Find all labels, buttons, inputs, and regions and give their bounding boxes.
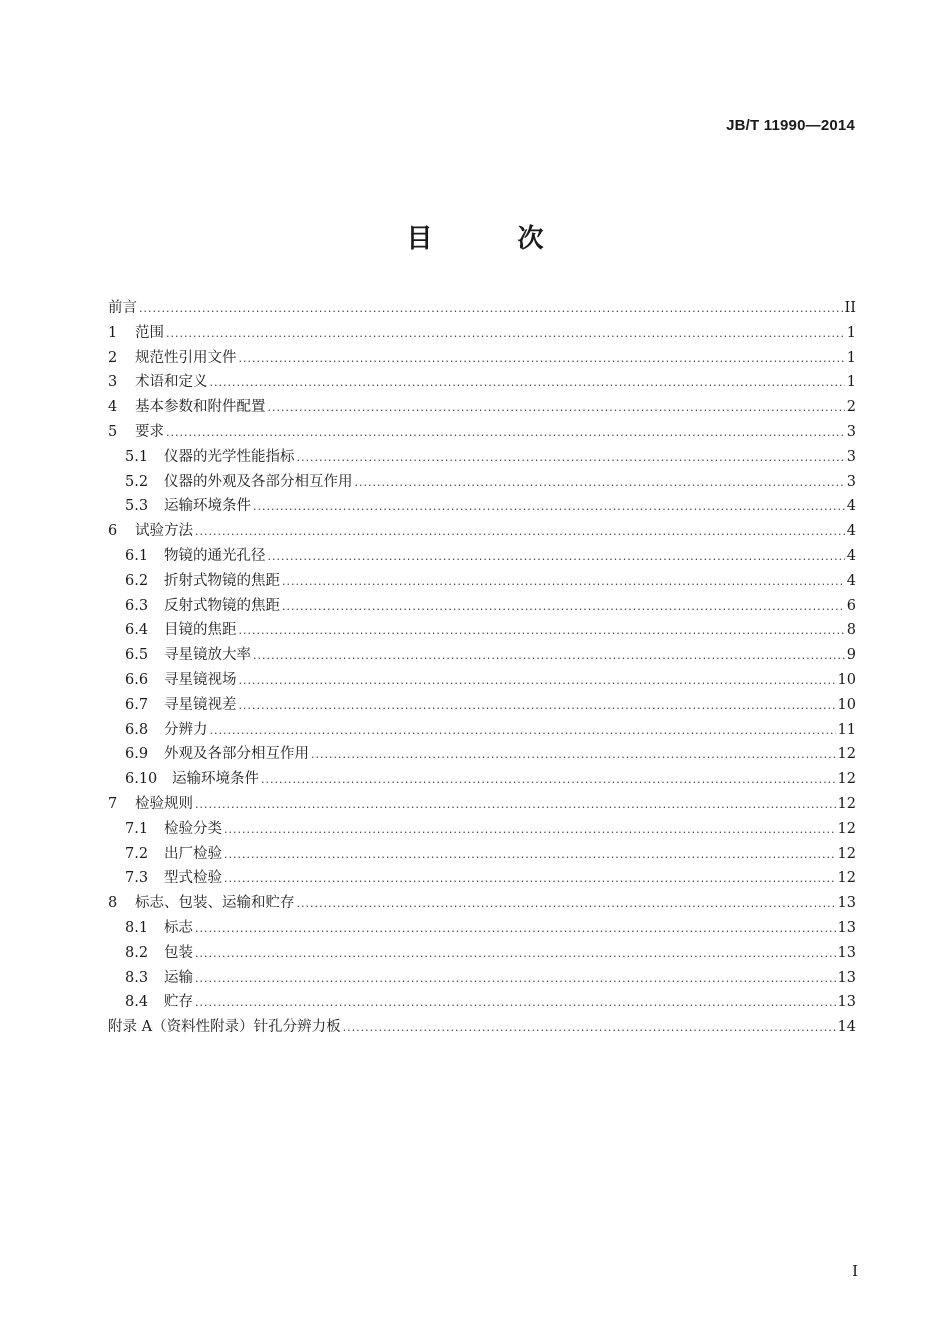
toc-entry-page: 12	[837, 795, 856, 812]
toc-entry-label: 出厂检验	[164, 845, 222, 862]
toc-entry-label: 要求	[135, 423, 164, 440]
toc-entry-page: 1	[846, 324, 856, 341]
toc-entry[interactable]	[108, 792, 856, 817]
toc-entry-label: 仪器的光学性能指标	[164, 448, 295, 465]
toc-entry-number: 7	[108, 795, 118, 812]
toc-dot-leader	[210, 371, 845, 396]
toc-entry-label: 仪器的外观及各部分相互作用	[164, 473, 353, 490]
toc-entry-page: 3	[846, 423, 856, 440]
toc-entry-number: 5.3	[125, 498, 149, 515]
toc-entry-page: 14	[837, 1019, 856, 1036]
toc-entry[interactable]	[108, 643, 856, 668]
toc-entry-page: 2	[846, 399, 856, 416]
toc-entry-page: 4	[846, 547, 856, 564]
toc-entry-page: 1	[846, 349, 856, 366]
toc-entry-number: 7.2	[125, 845, 149, 862]
toc-entry-number: 5.1	[125, 448, 149, 465]
toc-entry-page: 13	[837, 919, 856, 936]
toc-dot-leader	[195, 793, 836, 818]
table-of-contents	[108, 296, 856, 1040]
toc-entry-page: 13	[837, 994, 856, 1011]
toc-entry-label: 前言	[108, 300, 137, 316]
toc-entry-number: 6.7	[125, 696, 149, 713]
toc-entry-page: 10	[837, 671, 856, 688]
toc-entry-page: 4	[846, 523, 856, 540]
toc-dot-leader	[311, 743, 836, 768]
toc-entry[interactable]	[108, 544, 856, 569]
toc-entry-label: 术语和定义	[135, 374, 208, 391]
toc-entry[interactable]	[108, 370, 856, 395]
toc-entry-page: 3	[846, 473, 856, 490]
toc-dot-leader	[195, 967, 836, 992]
toc-dot-leader	[253, 644, 845, 669]
toc-entry[interactable]	[108, 718, 856, 743]
toc-entry-label: 标志	[164, 919, 193, 936]
toc-entry-number: 1	[108, 324, 118, 341]
toc-entry-number: 6.9	[125, 746, 149, 763]
toc-entry-number: 6.10	[125, 771, 158, 788]
toc-dot-leader	[239, 694, 836, 719]
toc-entry[interactable]	[108, 1015, 856, 1040]
toc-entry-page: 3	[846, 448, 856, 465]
toc-dot-leader	[239, 619, 845, 644]
toc-entry[interactable]	[108, 693, 856, 718]
toc-entry-number: 7.1	[125, 820, 149, 837]
toc-entry-label: 贮存	[164, 994, 193, 1011]
toc-entry-label: 物镜的通光孔径	[164, 547, 266, 564]
toc-entry-label: 运输	[164, 969, 193, 986]
toc-entry[interactable]	[108, 470, 856, 495]
toc-dot-leader	[195, 991, 836, 1016]
toc-entry-label: 型式检验	[164, 870, 222, 887]
toc-entry-page: 6	[846, 597, 856, 614]
toc-entry[interactable]	[108, 966, 856, 991]
toc-dot-leader	[224, 843, 836, 868]
standard-code: JB/T 11990—2014	[726, 117, 855, 134]
toc-entry-label: 分辨力	[164, 721, 208, 738]
toc-entry[interactable]	[108, 941, 856, 966]
toc-entry-page: 12	[837, 746, 856, 763]
toc-dot-leader	[166, 322, 845, 347]
toc-dot-leader	[239, 669, 836, 694]
toc-entry-page: 10	[837, 696, 856, 713]
toc-entry[interactable]	[108, 395, 856, 420]
toc-dot-leader	[343, 1016, 836, 1041]
toc-entry-number: 6.2	[125, 572, 149, 589]
toc-dot-leader	[268, 545, 845, 570]
toc-dot-leader	[224, 867, 836, 892]
toc-entry-label: 基本参数和附件配置	[135, 399, 266, 416]
toc-entry[interactable]	[108, 817, 856, 842]
toc-entry[interactable]	[108, 296, 856, 321]
page-number: I	[852, 1262, 858, 1280]
toc-dot-leader	[282, 570, 845, 595]
toc-entry-label: 规范性引用文件	[135, 349, 237, 366]
toc-entry[interactable]	[108, 842, 856, 867]
toc-entry-number: 5.2	[125, 473, 149, 490]
toc-entry-page: 11	[837, 721, 856, 738]
toc-entry-label: 运输环境条件	[172, 771, 259, 788]
toc-entry[interactable]	[108, 916, 856, 941]
toc-entry-page: 8	[846, 622, 856, 639]
toc-dot-leader	[210, 719, 836, 744]
toc-entry[interactable]	[108, 668, 856, 693]
toc-entry-page: II	[844, 300, 856, 316]
toc-entry-number: 6.8	[125, 721, 149, 738]
toc-entry-page: 12	[837, 820, 856, 837]
toc-entry-number: 7.3	[125, 870, 149, 887]
toc-dot-leader	[195, 942, 836, 967]
toc-entry-page: 9	[846, 647, 856, 664]
toc-entry-number: 6.5	[125, 647, 149, 664]
toc-entry-label: 寻星镜视场	[164, 671, 237, 688]
toc-dot-leader	[166, 421, 845, 446]
toc-entry-label: 目镜的焦距	[164, 622, 237, 639]
toc-entry-label: 寻星镜视差	[164, 696, 237, 713]
toc-entry-page: 1	[846, 374, 856, 391]
toc-entry[interactable]	[108, 742, 856, 767]
toc-entry-label: 检验规则	[135, 795, 193, 812]
toc-entry[interactable]	[108, 445, 856, 470]
toc-entry[interactable]	[108, 618, 856, 643]
toc-entry-page: 4	[846, 498, 856, 515]
toc-entry[interactable]	[108, 891, 856, 916]
toc-entry-label: 检验分类	[164, 820, 222, 837]
toc-entry-number: 6.4	[125, 622, 149, 639]
toc-dot-leader	[139, 297, 843, 322]
toc-dot-leader	[261, 768, 836, 793]
toc-entry-page: 12	[837, 870, 856, 887]
toc-entry-label: 外观及各部分相互作用	[164, 746, 309, 763]
toc-entry-label: 附录 A（资料性附录）针孔分辨力板	[108, 1019, 341, 1036]
toc-dot-leader	[195, 520, 845, 545]
page-title: 目 次	[406, 224, 582, 254]
toc-entry-label: 包装	[164, 944, 193, 961]
toc-entry[interactable]	[108, 569, 856, 594]
toc-entry[interactable]	[108, 420, 856, 445]
toc-entry[interactable]	[108, 494, 856, 519]
toc-dot-leader	[195, 917, 836, 942]
toc-entry-label: 反射式物镜的焦距	[164, 597, 280, 614]
toc-entry-page: 12	[837, 845, 856, 862]
toc-dot-leader	[297, 892, 836, 917]
toc-entry[interactable]	[108, 767, 856, 792]
toc-entry[interactable]	[108, 321, 856, 346]
toc-dot-leader	[355, 471, 845, 496]
toc-entry-number: 8	[108, 895, 118, 912]
toc-dot-leader	[268, 396, 845, 421]
toc-entry-label: 标志、包装、运输和贮存	[135, 895, 295, 912]
toc-entry-label: 寻星镜放大率	[164, 647, 251, 664]
toc-entry-label: 运输环境条件	[164, 498, 251, 515]
toc-entry-page: 13	[837, 969, 856, 986]
toc-dot-leader	[239, 347, 845, 372]
toc-entry-page: 12	[837, 771, 856, 788]
toc-dot-leader	[253, 495, 845, 520]
toc-entry[interactable]	[108, 594, 856, 619]
toc-entry[interactable]	[108, 346, 856, 371]
toc-dot-leader	[282, 595, 845, 620]
toc-entry-number: 8.1	[125, 919, 149, 936]
toc-entry-number: 3	[108, 374, 118, 391]
toc-entry-number: 6.6	[125, 671, 149, 688]
toc-entry-label: 折射式物镜的焦距	[164, 572, 280, 589]
toc-entry-number: 6.1	[125, 547, 149, 564]
toc-entry-page: 13	[837, 895, 856, 912]
toc-entry[interactable]	[108, 519, 856, 544]
toc-entry-label: 范围	[135, 324, 164, 341]
toc-dot-leader	[224, 818, 836, 843]
toc-entry-page: 13	[837, 944, 856, 961]
toc-entry-number: 5	[108, 423, 118, 440]
toc-entry-page: 4	[846, 572, 856, 589]
toc-entry-number: 4	[108, 399, 118, 416]
toc-entry-number: 6	[108, 523, 118, 540]
toc-entry-number: 6.3	[125, 597, 149, 614]
toc-entry[interactable]	[108, 990, 856, 1015]
toc-dot-leader	[297, 446, 845, 471]
toc-entry-number: 8.4	[125, 994, 149, 1011]
toc-entry[interactable]	[108, 866, 856, 891]
toc-entry-number: 8.2	[125, 944, 149, 961]
toc-entry-number: 2	[108, 349, 118, 366]
toc-entry-label: 试验方法	[135, 523, 193, 540]
toc-entry-number: 8.3	[125, 969, 149, 986]
